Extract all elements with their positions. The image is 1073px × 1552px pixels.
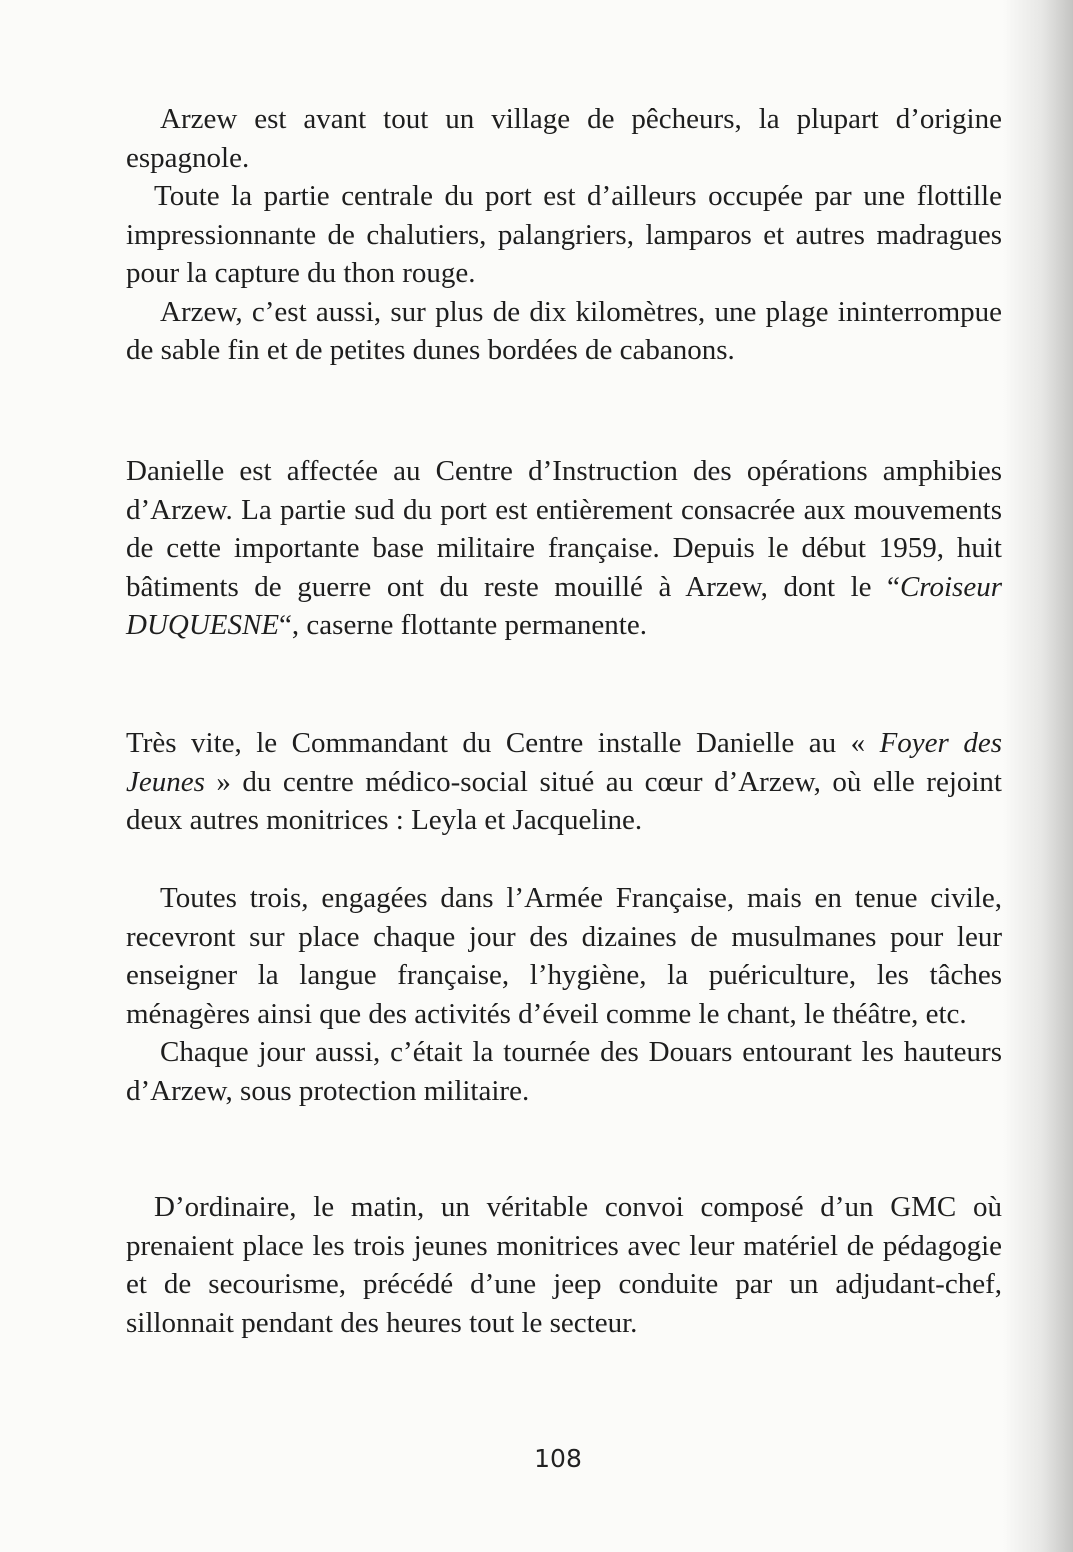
foyer-name: Foyer des Jeunes [126, 727, 1002, 798]
page-number: 108 [534, 1444, 582, 1473]
ship-name: Croiseur DUQUESNE [126, 570, 1002, 641]
paragraph-toutes-trois: Toutes trois, engagées dans l’Armée Française, mais en tenue civile, recevront sur place chaque jour des dizaines de musulmanes pour leur enseigner la langue française, l’hygiène, la puériculture, les tâches ménagères ainsi que des activités d’éveil comme le chant, le théâtre, etc. [126, 882, 1002, 1030]
paragraph-foyer-text-after: » du centre médico-social situé au cœur d’Arzew, où elle rejoint deux autres monitrices : Leyla et Jacqueline. [126, 765, 1002, 836]
paragraph-port: Toute la partie centrale du port est d’ailleurs occupée par une flottille impressionnante de chalutiers, palangriers, lamparos et autres madragues pour la capture du thon rouge. [126, 180, 1002, 289]
paragraph-danielle [126, 452, 1002, 645]
text-section-monitrices [126, 879, 1002, 1110]
text-section-foyer [126, 724, 1002, 840]
text-section-convoi [126, 1188, 1002, 1342]
paragraph-plage: Arzew, c’est aussi, sur plus de dix kilomètres, une plage ininterrompue de sable fin et de petites dunes bordées de cabanons. [126, 295, 1002, 366]
paragraph-convoi: D’ordinaire, le matin, un véritable convoi composé d’un GMC où prenaient place les trois jeunes monitrices avec leur matériel de pédagogie et de secourisme, précédé d’une jeep conduite par un adjudant-chef, sillonnait pendant des heures tout le secteur. [126, 1191, 1002, 1339]
paragraph-village: Arzew est avant tout un village de pêcheurs, la plupart d’origine espagnole. [126, 103, 1002, 174]
text-section-danielle [126, 452, 1002, 645]
paragraph-foyer [126, 724, 1002, 840]
paragraph-douars: Chaque jour aussi, c’était la tournée des Douars entourant les hauteurs d’Arzew, sous protection militaire. [126, 1036, 1002, 1107]
page-gutter-shadow [1003, 0, 1073, 1552]
paragraph-danielle-text-after: “, caserne flottante permanente. [279, 609, 647, 641]
text-section-arzew [126, 100, 1002, 370]
paragraph-foyer-text-before: Très vite, le Commandant du Centre installe Danielle au « [126, 727, 880, 759]
paragraph-danielle-text-before: Danielle est affectée au Centre d’Instruction des opérations amphibies d’Arzew. La partie sud du port est entièrement consacrée aux mouvements de cette importante base militaire française. Depuis le début 1959, huit bâtiments de guerre ont du reste mouillé à Arzew, dont le “ [126, 455, 1002, 603]
